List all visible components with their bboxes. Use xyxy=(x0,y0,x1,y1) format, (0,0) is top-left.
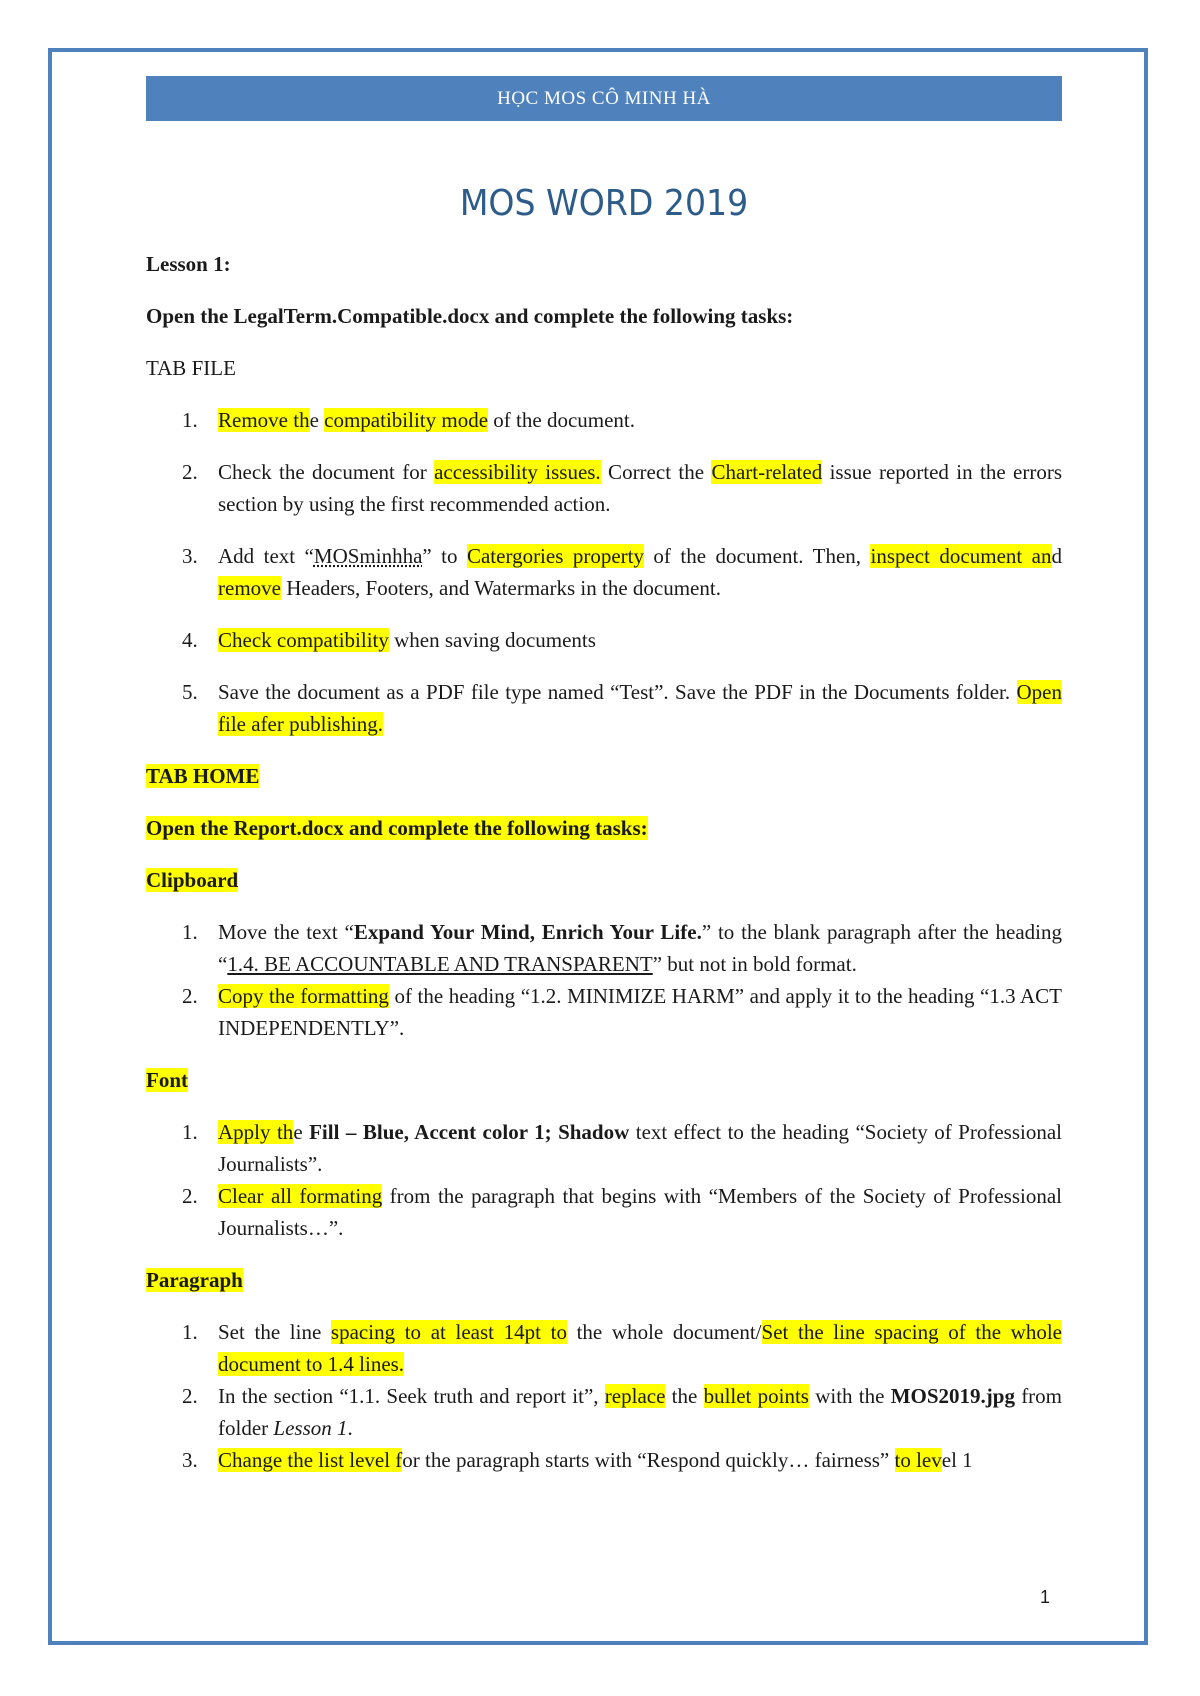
text: e xyxy=(309,408,325,432)
highlighted-text: compatibility mode xyxy=(324,408,489,432)
text: ” to xyxy=(422,544,467,568)
list-item xyxy=(146,404,1062,436)
text: In the section “1.1. Seek truth and report it”, xyxy=(218,1384,605,1408)
item-number: 1. xyxy=(182,920,198,944)
bold-text: Expand Your Mind, Enrich Your Life. xyxy=(353,920,702,944)
item-number: 2. xyxy=(182,1384,198,1408)
text: the whole document/ xyxy=(566,1320,762,1344)
text: with the xyxy=(808,1384,891,1408)
list-item xyxy=(146,1380,1062,1444)
header-banner xyxy=(146,76,1062,121)
item-number: 4. xyxy=(182,628,198,652)
item-number: 2. xyxy=(182,460,198,484)
list-item xyxy=(146,540,1062,604)
text: Set the line xyxy=(218,1320,331,1344)
bold-text: MOS2019.jpg xyxy=(890,1384,1015,1408)
paragraph-heading xyxy=(146,1264,1062,1296)
text: Correct the xyxy=(600,460,712,484)
list-item xyxy=(146,624,1062,656)
clipboard-heading xyxy=(146,864,1062,896)
list-item xyxy=(146,676,1062,740)
text: from folder xyxy=(218,1384,1063,1440)
highlighted-text: Paragraph xyxy=(146,1268,243,1292)
list-item xyxy=(146,456,1062,520)
document-body xyxy=(146,248,1062,1496)
italic-text: Lesson 1 xyxy=(273,1416,348,1440)
file-intro: Open the LegalTerm.Compatible.docx and complete the following tasks: xyxy=(146,304,794,328)
font-list xyxy=(146,1116,1062,1244)
text: ” to the blank paragraph after the heading “ xyxy=(218,920,1062,976)
text: Check the document for xyxy=(218,460,435,484)
highlighted-text: Open file afer publishing. xyxy=(218,680,1062,736)
text: when saving documents xyxy=(388,628,596,652)
header-text: HỌC MOS CÔ MINH HÀ xyxy=(497,87,711,109)
highlighted-text: spacing to at least 14pt to xyxy=(330,1320,567,1344)
font-heading xyxy=(146,1064,1062,1096)
highlighted-text: inspect document an xyxy=(870,544,1052,568)
clipboard-list xyxy=(146,916,1062,1044)
item-number: 1. xyxy=(182,408,198,432)
paragraph-list xyxy=(146,1316,1062,1476)
highlighted-text: Apply th xyxy=(218,1120,294,1144)
list-item xyxy=(146,1180,1062,1244)
page-number: 1 xyxy=(1040,1587,1051,1607)
text: Save the document as a PDF file type named “Test”. Save the PDF in the Documents folder. xyxy=(218,680,1017,704)
text: of the heading “1.2. MINIMIZE HARM” and apply it to the heading “1.3 ACT INDEPENDENTLY”. xyxy=(218,984,1062,1040)
highlighted-text: Set the line spacing of the whole document to 1.4 lines. xyxy=(218,1320,1062,1376)
highlighted-text: Clear all formating xyxy=(218,1184,383,1208)
list-item xyxy=(146,1444,1062,1476)
list-item xyxy=(146,916,1062,980)
highlighted-text: remove xyxy=(218,576,281,600)
text: of the document. Then, xyxy=(643,544,871,568)
text: d xyxy=(1051,544,1063,568)
item-number: 2. xyxy=(182,984,198,1008)
underlined-text: 1.4. BE ACCOUNTABLE AND TRANSPARENT xyxy=(227,952,653,976)
text: from the paragraph that begins with “Members of the Society of Professional Journalists…”. xyxy=(218,1184,1062,1240)
document-title: MOS WORD 2019 xyxy=(459,183,749,224)
list-item xyxy=(146,1316,1062,1380)
tab-file-heading: TAB FILE xyxy=(146,356,236,380)
item-number: 1. xyxy=(182,1320,198,1344)
highlighted-text: Change the list level f xyxy=(218,1448,403,1472)
tab-home-heading xyxy=(146,760,1062,792)
highlighted-text: bullet points xyxy=(703,1384,809,1408)
highlighted-text: Catergories property xyxy=(466,544,644,568)
text: Add text “ xyxy=(218,544,314,568)
item-number: 3. xyxy=(182,544,198,568)
highlighted-text: Check compatibility xyxy=(218,628,389,652)
item-number: 1. xyxy=(182,1120,198,1144)
text: e xyxy=(293,1120,310,1144)
text: or the paragraph starts with “Respond quickly… fairness” xyxy=(402,1448,895,1472)
text: . xyxy=(347,1416,353,1440)
text: Headers, Footers, and Watermarks in the document. xyxy=(280,576,721,600)
text: Move the text “ xyxy=(218,920,354,944)
bold-text: Fill – Blue, Accent color 1; Shadow xyxy=(309,1120,630,1144)
text: el 1 xyxy=(941,1448,973,1472)
highlighted-text: TAB HOME xyxy=(146,764,260,788)
text: the xyxy=(665,1384,704,1408)
item-number: 3. xyxy=(182,1448,198,1472)
report-intro xyxy=(146,812,1062,844)
lesson-label: Lesson 1: xyxy=(146,252,231,276)
highlighted-text: accessibility issues. xyxy=(434,460,601,484)
highlighted-text: Chart-related xyxy=(711,460,823,484)
highlighted-text: Open the Report.docx and complete the following tasks: xyxy=(146,816,648,840)
text: text effect to the heading “Society of Professional Journalists”. xyxy=(218,1120,1063,1176)
highlighted-text: Copy the formatting xyxy=(218,984,389,1008)
tab-file-list xyxy=(146,404,1062,740)
highlighted-text: to lev xyxy=(894,1448,942,1472)
highlighted-text: Font xyxy=(146,1068,188,1092)
text: ” but not in bold format. xyxy=(652,952,857,976)
highlighted-text: Remove th xyxy=(218,408,310,432)
list-item xyxy=(146,980,1062,1044)
spellcheck-text: MOSminhha xyxy=(313,544,423,568)
highlighted-text: replace xyxy=(604,1384,666,1408)
item-number: 5. xyxy=(182,680,198,704)
item-number: 2. xyxy=(182,1184,198,1208)
text: of the document. xyxy=(488,408,636,432)
text: issue reported in the errors section by using the first recommended action. xyxy=(218,460,1062,516)
highlighted-text: Clipboard xyxy=(146,868,239,892)
list-item xyxy=(146,1116,1062,1180)
